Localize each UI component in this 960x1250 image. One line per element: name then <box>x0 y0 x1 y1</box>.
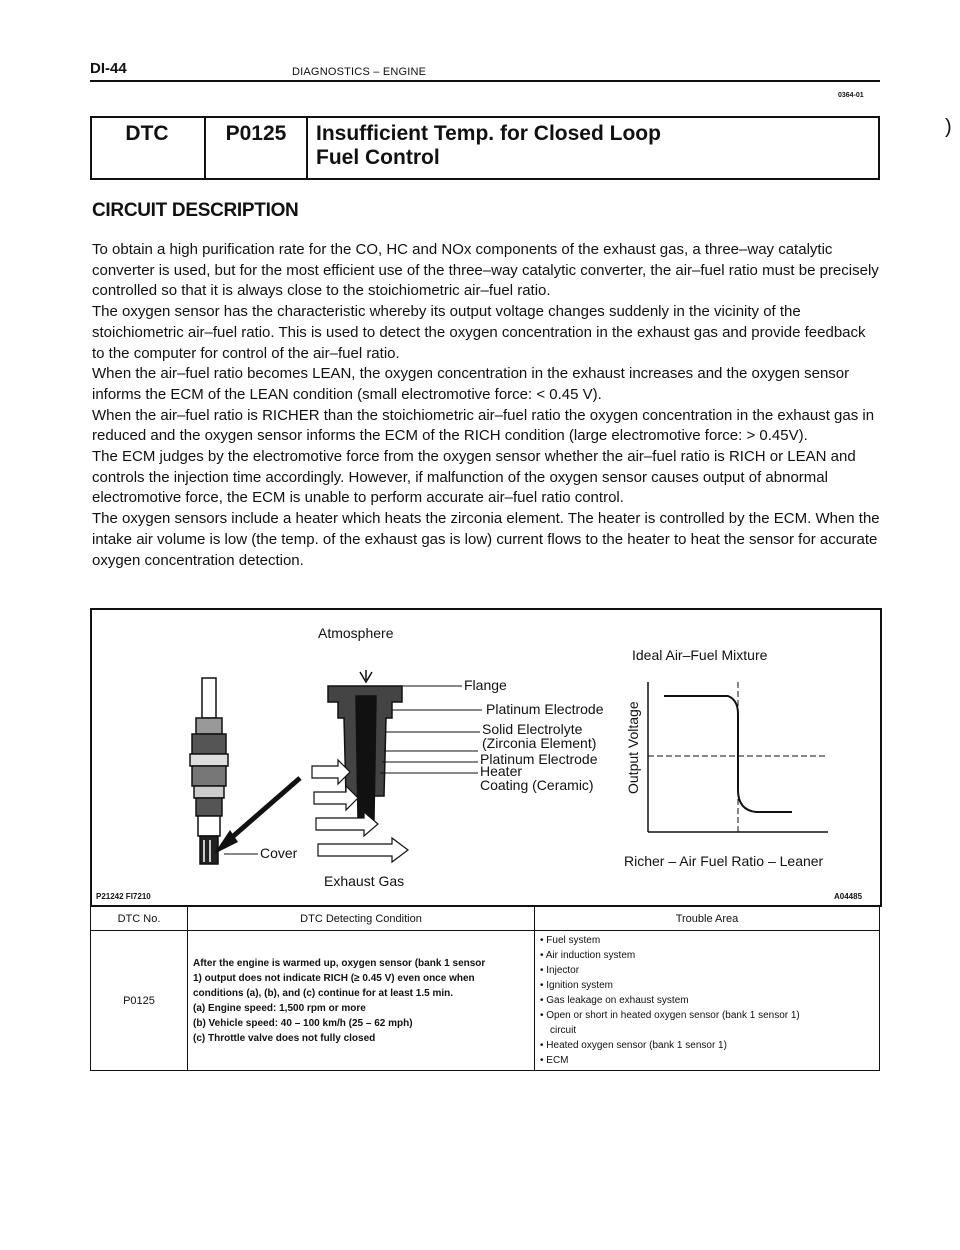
dtc-title <box>306 118 878 178</box>
dtc-banner <box>90 116 880 180</box>
header-dtc-no: DTC No. <box>91 907 188 931</box>
label-zirconia: (Zirconia Element) <box>482 735 597 751</box>
table-row <box>91 931 880 1071</box>
margin-mark: ) <box>945 116 952 138</box>
trouble-item: • ECM <box>540 1053 874 1068</box>
label-coating: Coating (Ceramic) <box>480 777 594 793</box>
label-platinum-electrode-1: Platinum Electrode <box>486 701 604 717</box>
paragraph: When the air–fuel ratio is RICHER than the stoichiometric air–fuel ratio the oxygen concentration in the exhaust gas in reduced and the oxygen sensor informs the ECM of the RICH condition (large electromotive force: > 0.45V). <box>92 406 875 445</box>
condition-line: (a) Engine speed: 1,500 rpm or more <box>193 1002 366 1014</box>
trouble-item: • Ignition system <box>540 978 874 993</box>
label-exhaust-gas: Exhaust Gas <box>324 873 405 889</box>
diagram-svg <box>92 610 880 905</box>
trouble-item: • Open or short in heated oxygen sensor (bank 1 sensor 1) <box>540 1008 874 1023</box>
label-flange: Flange <box>464 677 507 693</box>
section-title: CIRCUIT DESCRIPTION <box>92 200 299 221</box>
detecting-condition-cell <box>188 931 535 1071</box>
graph-title: Ideal Air–Fuel Mixture <box>632 647 768 663</box>
dtc-code: P0125 <box>204 118 306 178</box>
trouble-item: • Fuel system <box>540 933 874 948</box>
trouble-item: • Heated oxygen sensor (bank 1 sensor 1) <box>540 1038 874 1053</box>
label-platinum-electrode-2: Platinum Electrode <box>480 751 598 767</box>
label-solid-electrolyte: Solid Electrolyte <box>482 721 583 737</box>
dtc-title-line-2: Fuel Control <box>316 146 440 169</box>
label-cover: Cover <box>260 845 298 861</box>
figure-id-right: A04485 <box>834 892 863 901</box>
condition-line: conditions (a), (b), and (c) continue for at least 1.5 min. <box>193 987 454 999</box>
label-heater: Heater <box>480 763 523 779</box>
paragraph: To obtain a high purification rate for the CO, HC and NOx components of the exhaust gas, a three–way catalytic converter is used, but for the most efficient use of the three–way catalytic converter, the air–fuel ratio must be precisely controlled so that it is always close to the stoichiometric air–fuel ratio. <box>92 241 879 300</box>
condition-line: (c) Throttle valve does not fully closed <box>193 1032 376 1044</box>
page-number: DI-44 <box>90 60 127 77</box>
trouble-item-continuation: circuit <box>550 1025 577 1036</box>
figure-ids-left: P21242 FI7210 <box>96 892 151 901</box>
trouble-item: • Injector <box>540 963 874 978</box>
dtc-label: DTC <box>125 122 169 145</box>
header-ref-code: 0364-01 <box>838 92 864 99</box>
paragraph: When the air–fuel ratio becomes LEAN, the oxygen concentration in the exhaust increases and the oxygen sensor informs the ECM of the LEAN condition (small electromotive force: < 0.45 V). <box>92 365 850 403</box>
table-header-row <box>91 907 880 931</box>
header-title: DIAGNOSTICS – ENGINE <box>292 66 427 78</box>
label-atmosphere: Atmosphere <box>318 625 394 641</box>
header-rule <box>90 80 880 82</box>
trouble-item: • Gas leakage on exhaust system <box>540 993 874 1008</box>
cover-arrow <box>214 778 300 854</box>
condition-line: 1) output does not indicate RICH (≥ 0.45 V) even once when <box>193 972 475 984</box>
header-trouble-area: Trouble Area <box>535 907 880 931</box>
paragraph: The oxygen sensor has the characteristic whereby its output voltage changes suddenly in the vicinity of the stoichiometric air–fuel ratio. This is used to detect the oxygen concentration in the exhaust gas and provide feedback to the computer for control of the air–fuel ratio. <box>92 303 866 362</box>
dtc-table <box>90 906 880 1071</box>
paragraph: The ECM judges by the electromotive force from the oxygen sensor whether the air–fuel ratio is RICH or LEAN and controls the injection time accordingly. However, if malfunction of the oxygen sensor causes output of abnormal electromotive force, the ECM is unable to perform accurate air–fuel ratio control. <box>92 448 856 507</box>
condition-line: (b) Vehicle speed: 40 – 100 km/h (25 – 62 mph) <box>193 1017 413 1029</box>
graph-ylabel: Output Voltage <box>625 701 641 794</box>
trouble-item: • Air induction system <box>540 948 874 963</box>
trouble-area-cell <box>535 931 880 1071</box>
paragraph: The oxygen sensors include a heater which heats the zirconia element. The heater is controlled by the ECM. When the intake air volume is low (the temp. of the exhaust gas is low) current flows to the heater to heat the sensor for accurate oxygen concentration detection. <box>92 510 880 569</box>
sensor-illustration <box>190 678 228 864</box>
condition-line: After the engine is warmed up, oxygen sensor (bank 1 sensor <box>193 957 486 969</box>
circuit-description <box>92 240 882 571</box>
dtc-title-line-1: Insufficient Temp. for Closed Loop <box>316 122 661 145</box>
header-detecting-condition: DTC Detecting Condition <box>188 907 535 931</box>
dtc-number-cell: P0125 <box>91 931 188 1071</box>
output-voltage-graph <box>648 682 828 832</box>
oxygen-sensor-diagram <box>90 608 882 907</box>
graph-xlabel: Richer – Air Fuel Ratio – Leaner <box>624 853 824 869</box>
